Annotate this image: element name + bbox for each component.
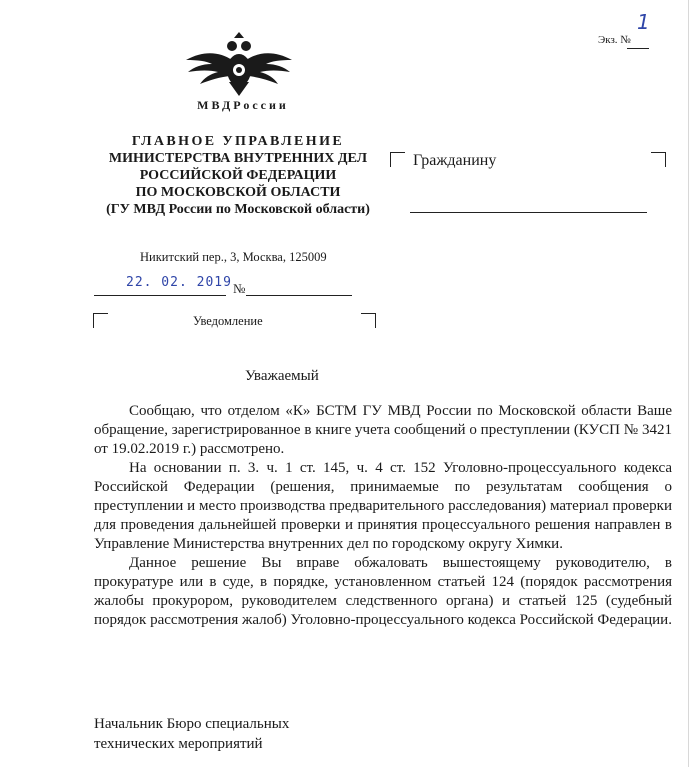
- copy-underline: [627, 48, 649, 49]
- address: Никитский пер., 3, Москва, 125009: [140, 250, 327, 264]
- org-line: МИНИСТЕРСТВА ВНУТРЕННИХ ДЕЛ: [108, 151, 368, 166]
- document-type: Уведомление: [193, 314, 263, 328]
- paragraph: Данное решение Вы вправе обжаловать вышестоящему руководителю, в прокуратуре или в суде, в порядке, установленном статьей 124 (порядок рассмотрения жалобы прокурором, руководителем следственного органа) и статьей 125 (судебный порядок рассмотрения жалоб) Уголовно-процессуального кодекса Российской Федерации.: [94, 555, 672, 628]
- organization-block: [88, 133, 388, 218]
- number-label: №: [233, 281, 246, 296]
- corner-bracket: [651, 152, 666, 167]
- corner-bracket: [390, 152, 405, 167]
- corner-bracket: [361, 313, 376, 328]
- letter-body: [94, 402, 672, 630]
- signer-title: Начальник Бюро специальных: [94, 716, 290, 732]
- signature-block: [94, 714, 289, 754]
- corner-bracket: [93, 313, 108, 328]
- org-line: (ГУ МВД России по Московской области): [106, 202, 370, 217]
- recipient-underline: [410, 212, 647, 213]
- org-line: ПО МОСКОВСКОЙ ОБЛАСТИ: [135, 185, 341, 200]
- paragraph: Сообщаю, что отделом «К» БСТМ ГУ МВД России по Московской области Ваше обращение, зарегистрированное в книге учета сообщений о преступлении (КУСП № 3421 от 19.02.2019 г.) рассмотрено.: [94, 403, 672, 457]
- page-edge: [688, 0, 689, 767]
- org-line: РОССИЙСКОЙ ФЕДЕРАЦИИ: [139, 168, 337, 183]
- date-stamp: 22. 02. 2019: [126, 275, 232, 290]
- date-underline: [94, 295, 226, 296]
- org-line: ГЛАВНОЕ УПРАВЛЕНИЕ: [131, 134, 345, 149]
- copy-label: Экз. №: [598, 34, 631, 46]
- recipient-label: Гражданину: [413, 152, 497, 169]
- mvd-eagle-emblem-icon: [182, 30, 296, 98]
- signer-title: технических мероприятий: [94, 736, 263, 752]
- number-underline: [246, 295, 352, 296]
- greeting: Уважаемый: [245, 368, 319, 384]
- paragraph: На основании п. 3. ч. 1 ст. 145, ч. 4 ст. 152 Уголовно-процессуального кодекса Российской Федерации (решения, принимаемые по результатам сообщения о преступлении и место производства предварительного расследования) материал проверки для проведения дальнейшей проверки и принятия процессуального решения направлен в Управление Министерства внутренних дел по городскому округу Химки.: [94, 460, 672, 552]
- copy-number: 1: [637, 10, 650, 34]
- ministry-short-name: МВДРоссии: [197, 98, 289, 112]
